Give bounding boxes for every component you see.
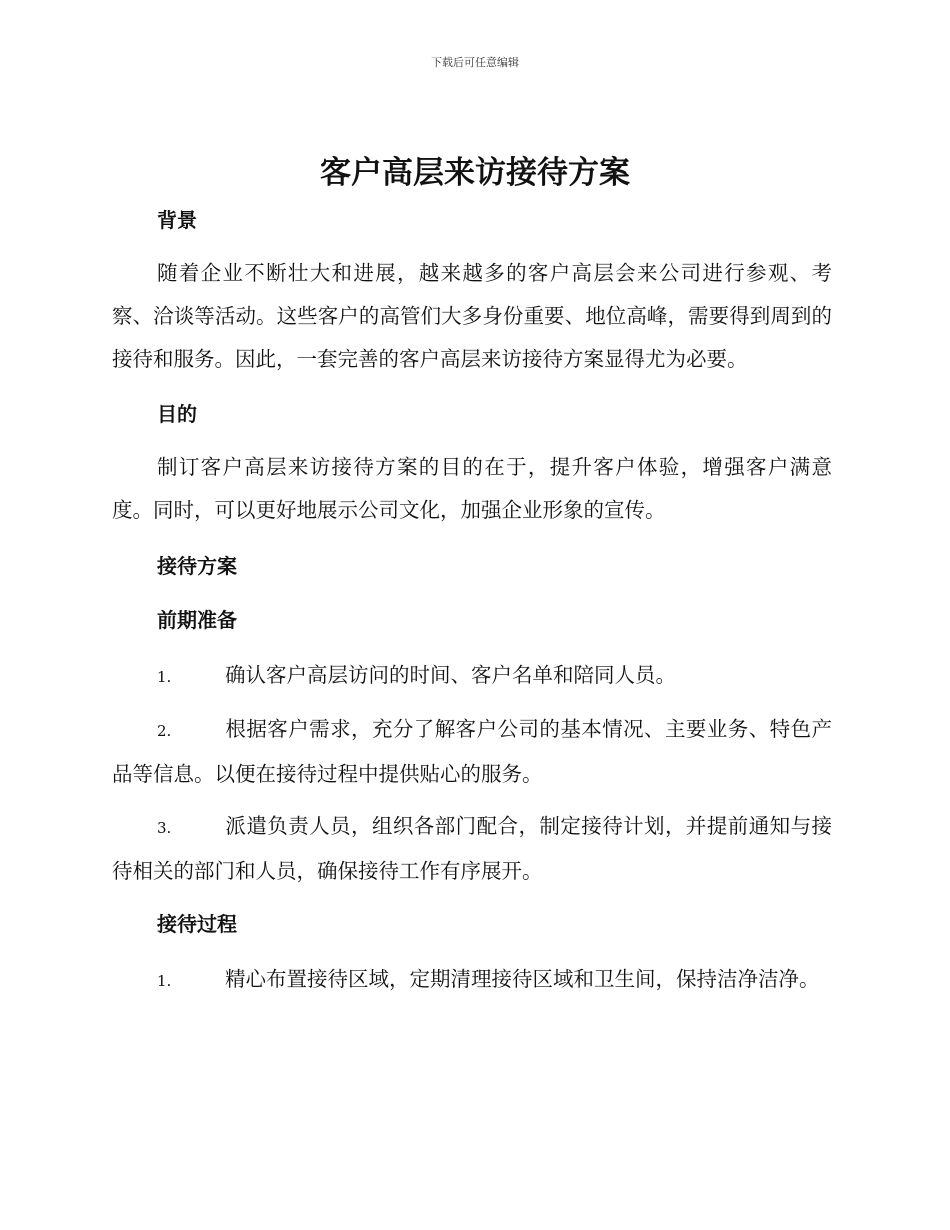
heading-reception-process: 接待过程 [157,912,237,936]
heading-reception-plan: 接待方案 [157,554,237,578]
page-header-note: 下载后可任意编辑 [431,56,519,69]
list-item [112,654,832,699]
list-item-number: 1. [157,668,172,686]
paragraph-purpose: 制订客户高层来访接待方案的目的在于，提升客户体验，增强客户满意度。同时，可以更好地展示公司文化，加强企业形象的宣传。 [112,455,832,522]
list-item [112,805,832,893]
list-item-text: 确认客户高层访问的时间、客户名单和陪同人员。 [225,663,676,687]
heading-background: 背景 [157,208,197,232]
list-item-text: 精心布置接待区域，定期清理接待区域和卫生间，保持洁净洁净。 [225,967,820,991]
list-item [112,958,832,1003]
list-item-text: 根据客户需求，充分了解客户公司的基本情况、主要业务、特色产品等信息。以便在接待过程中提供贴心的服务。 [112,717,832,786]
paragraph-background: 随着企业不断壮大和进展，越来越多的客户高层会来公司进行参观、考察、洽谈等活动。这些客户的高管们大多身份重要、地位高峰，需要得到周到的接待和服务。因此，一套完善的客户高层来访接待方案显得尤为必要。 [112,261,832,371]
document-title: 客户高层来访接待方案 [320,155,630,191]
list-item-number: 3. [157,819,172,837]
heading-preparation: 前期准备 [157,608,237,632]
heading-purpose: 目的 [157,402,197,426]
list-item-number: 2. [157,722,172,740]
list-item [112,708,832,796]
list-item-number: 1. [157,972,172,990]
list-item-text: 派遣负责人员，组织各部门配合，制定接待计划，并提前通知与接待相关的部门和人员，确保接待工作有序展开。 [112,814,832,883]
